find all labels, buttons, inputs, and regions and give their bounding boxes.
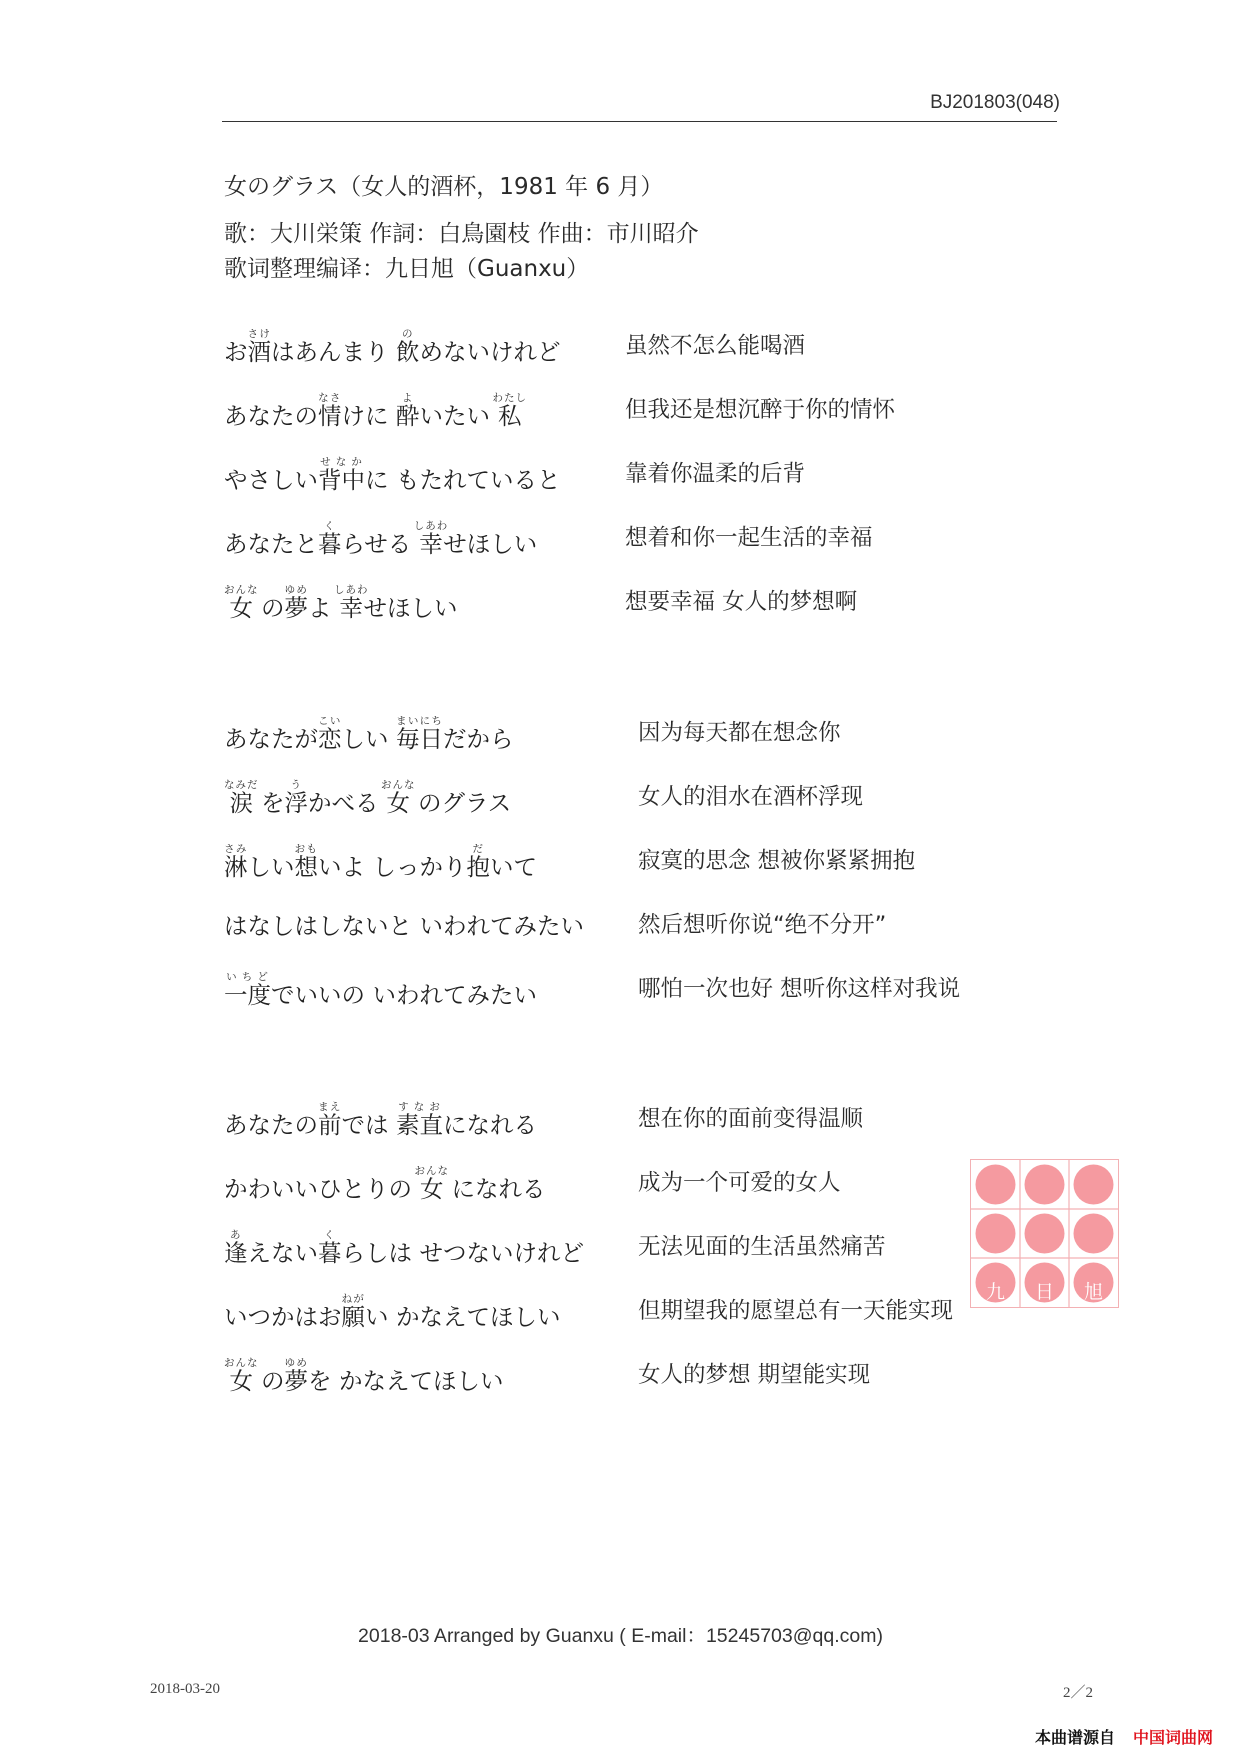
lyric-chinese: 但我还是想沉醉于你的情怀 <box>625 397 896 423</box>
furigana-word: 暮く <box>318 520 342 558</box>
lyric-chinese: 想着和你一起生活的幸福 <box>625 525 873 551</box>
furigana-word: 酔よ <box>395 392 420 430</box>
lyric-line <box>224 328 1064 364</box>
document-id: BJ201803(048) <box>930 92 1060 113</box>
page-number: 2／2 <box>1063 1685 1094 1701</box>
furigana-reading: すなお <box>395 1101 443 1113</box>
lyric-japanese: あなたの情なさけに 酔よいたい 私わたし <box>224 392 527 430</box>
furigana-reading: の <box>395 328 420 340</box>
furigana-reading: まえ <box>318 1101 342 1113</box>
lyric-line <box>224 1293 1064 1329</box>
furigana-reading: せなか <box>318 456 365 468</box>
furigana-word: 女おんな <box>414 1165 449 1203</box>
lyric-line <box>224 392 1064 428</box>
lyric-japanese: いつかはお願ねがい かなえてほしい <box>224 1293 561 1331</box>
lyric-chinese: 但期望我的愿望总有一天能实现 <box>638 1298 954 1324</box>
lyric-chinese: 想在你的面前变得温顺 <box>638 1106 864 1132</box>
lyric-chinese: 寂寞的思念 想被你紧紧拥抱 <box>638 848 916 874</box>
furigana-reading: さけ <box>247 328 271 340</box>
furigana-reading: しあわ <box>413 520 449 532</box>
lyric-japanese: 逢あえない暮くらしは せつないけれど <box>224 1229 584 1267</box>
furigana-word: 涙なみだ <box>224 779 259 817</box>
seal-dot <box>976 1165 1016 1205</box>
lyric-japanese: お酒さけはあんまり 飲のめないけれど <box>224 328 561 366</box>
source-prefix: 本曲谱源自 <box>1035 1728 1116 1747</box>
furigana-word: 女おんな <box>224 1357 259 1395</box>
lyric-japanese: 淋さみしい想おもいよ しっかり抱だいて <box>224 843 537 881</box>
furigana-reading: よ <box>395 392 420 404</box>
seal-char-2: 日 <box>1034 1281 1055 1303</box>
furigana-word: 飲の <box>395 328 420 366</box>
furigana-word: 想おも <box>294 843 318 881</box>
lyric-line <box>224 520 1064 556</box>
lyric-japanese: あなたと暮くらせる 幸しあわせほしい <box>224 520 538 558</box>
furigana-reading: く <box>318 1229 342 1241</box>
furigana-reading: ゆめ <box>284 1357 308 1369</box>
furigana-reading: まいにち <box>395 715 443 727</box>
furigana-word: 恋こい <box>318 715 342 753</box>
furigana-reading: おも <box>294 843 318 855</box>
lyric-line <box>224 779 1064 815</box>
lyric-japanese: やさしい背中せなかに もたれていると <box>224 456 561 494</box>
arranger-line: 歌词整理编译：九日旭（Guanxu） <box>224 256 590 282</box>
lyric-chinese: 女人的泪水在酒杯浮现 <box>638 784 864 810</box>
lyric-chinese: 靠着你温柔的后背 <box>625 461 806 487</box>
furigana-word: 酒さけ <box>247 328 271 366</box>
lyric-japanese: はなしはしないと いわれてみたい <box>224 912 584 940</box>
lyric-line <box>224 584 1064 620</box>
furigana-word: 浮う <box>284 779 308 817</box>
furigana-word: 夢ゆめ <box>284 584 308 622</box>
lyric-japanese: あなたの前まえでは 素直すなおになれる <box>224 1101 537 1139</box>
lyric-line <box>224 1165 1064 1201</box>
lyric-chinese: 虽然不怎么能喝酒 <box>625 333 806 359</box>
lyric-japanese: 女おんな の夢ゆめよ 幸しあわせほしい <box>224 584 458 622</box>
furigana-reading: く <box>318 520 342 532</box>
furigana-word: 逢あ <box>224 1229 248 1267</box>
lyric-japanese: 一度いちどでいいの いわれてみたい <box>224 971 537 1009</box>
furigana-reading: なみだ <box>224 779 259 791</box>
furigana-word: 一度いちど <box>224 971 271 1009</box>
furigana-reading: おんな <box>224 1357 259 1369</box>
furigana-word: 夢ゆめ <box>284 1357 308 1395</box>
furigana-reading: う <box>284 779 308 791</box>
lyric-japanese: 女おんな の夢ゆめを かなえてほしい <box>224 1357 504 1395</box>
lyric-chinese: 女人的梦想 期望能实现 <box>638 1362 871 1388</box>
source-credit <box>1035 1725 1213 1748</box>
source-brand[interactable]: 中国词曲网 <box>1133 1728 1214 1747</box>
lyric-chinese: 然后想听你说“绝不分开” <box>638 912 887 938</box>
furigana-word: 女おんな <box>380 779 416 817</box>
lyric-line <box>224 1357 1064 1393</box>
furigana-word: 毎日まいにち <box>395 715 443 753</box>
lyric-line <box>224 715 1064 751</box>
seal-char-3: 旭 <box>1083 1281 1104 1303</box>
lyric-chinese: 想要幸福 女人的梦想啊 <box>625 589 858 615</box>
lyric-line <box>224 907 1064 943</box>
print-date: 2018-03-20 <box>150 1681 220 1697</box>
lyric-line <box>224 1229 1064 1265</box>
seal-stamp <box>970 1159 1119 1308</box>
furigana-word: 背中せなか <box>318 456 365 494</box>
furigana-word: 淋さみ <box>224 843 248 881</box>
seal-dot <box>1074 1214 1114 1254</box>
furigana-reading: さみ <box>224 843 248 855</box>
furigana-reading: ねが <box>341 1293 365 1305</box>
seal-dot <box>1074 1165 1114 1205</box>
lyric-japanese: 涙なみだ を浮うかべる 女おんな のグラス <box>224 779 512 817</box>
furigana-word: 素直すなお <box>395 1101 443 1139</box>
lyric-japanese: あなたが恋こいしい 毎日まいにちだから <box>224 715 514 753</box>
seal-dot <box>976 1214 1016 1254</box>
furigana-word: 私わたし <box>492 392 527 430</box>
furigana-word: 女おんな <box>224 584 259 622</box>
furigana-word: 幸しあわ <box>413 520 449 558</box>
lyric-line <box>224 843 1064 879</box>
furigana-reading: わたし <box>492 392 527 404</box>
lyric-line <box>224 1101 1064 1137</box>
furigana-reading: おんな <box>380 779 416 791</box>
furigana-word: 前まえ <box>318 1101 342 1139</box>
lyric-chinese: 无法见面的生活虽然痛苦 <box>638 1234 886 1260</box>
furigana-reading: しあわ <box>333 584 369 596</box>
lyric-line <box>224 971 1064 1007</box>
lyric-chinese: 哪怕一次也好 想听你这样对我说 <box>638 976 961 1002</box>
song-title: 女のグラス（女人的酒杯，1981 年 6 月） <box>224 174 664 200</box>
seal-dot <box>1025 1165 1065 1205</box>
furigana-reading: なさ <box>318 392 342 404</box>
furigana-reading: ゆめ <box>284 584 308 596</box>
furigana-word: 抱だ <box>466 843 490 881</box>
furigana-reading: あ <box>224 1229 248 1241</box>
furigana-word: 暮く <box>318 1229 342 1267</box>
furigana-word: 幸しあわ <box>333 584 369 622</box>
furigana-reading: だ <box>466 843 490 855</box>
furigana-reading: おんな <box>414 1165 449 1177</box>
lyric-japanese: かわいいひとりの 女おんな になれる <box>224 1165 546 1203</box>
song-credits: 歌：大川栄策 作詞：白鳥園枝 作曲：市川昭介 <box>224 221 699 247</box>
furigana-word: 願ねが <box>341 1293 365 1331</box>
seal-dot <box>1025 1214 1065 1254</box>
furigana-reading: いちど <box>224 971 271 983</box>
lyric-line <box>224 456 1064 492</box>
furigana-reading: こい <box>318 715 342 727</box>
lyric-chinese: 成为一个可爱的女人 <box>638 1170 841 1196</box>
furigana-word: 情なさ <box>318 392 342 430</box>
seal-char-1: 九 <box>985 1281 1006 1303</box>
header-rule <box>222 121 1057 122</box>
furigana-reading: おんな <box>224 584 259 596</box>
arranged-by-footer: 2018-03 Arranged by Guanxu ( E-mail：15245703@qq.com) <box>358 1625 883 1647</box>
lyric-chinese: 因为每天都在想念你 <box>638 720 841 746</box>
